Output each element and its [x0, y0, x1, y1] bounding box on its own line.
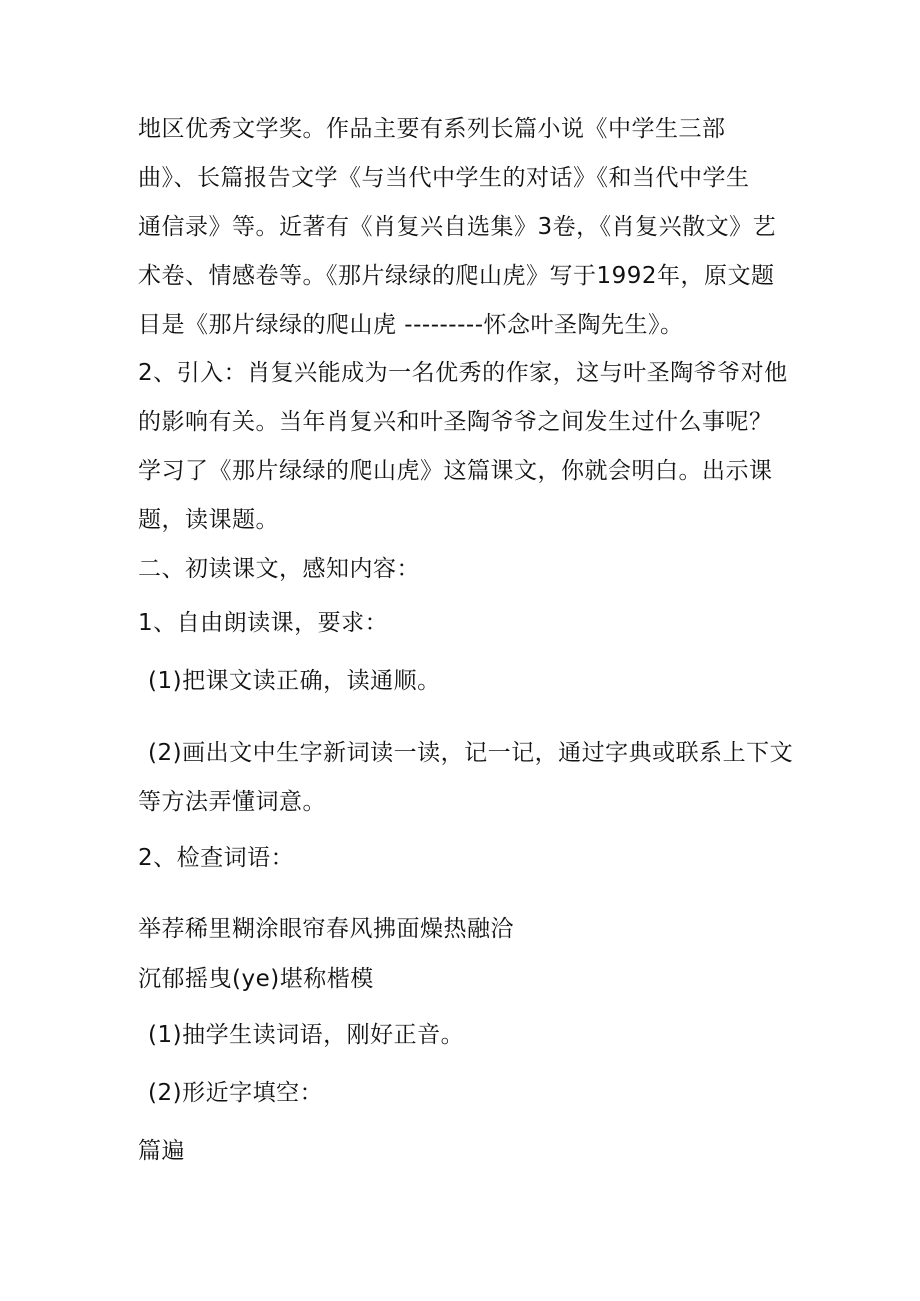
text-line: 学习了《那片绿绿的爬山虎》这篇课文，你就会明白。出示课 — [138, 458, 773, 484]
vocabulary-line: 举荐稀里糊涂眼帘春风拂面燥热融洽 — [138, 916, 514, 942]
text-line: 题，读课题。 — [138, 507, 279, 533]
text-line: (2)形近字填空： — [148, 1080, 324, 1106]
text-line: (1)把课文读正确，读通顺。 — [148, 668, 441, 694]
text-line: 通信录》等。近著有《肖复兴自选集》3卷，《肖复兴散文》艺 — [138, 214, 777, 240]
text-line: 等方法弄懂词意。 — [138, 789, 326, 815]
text-line: 1、自由朗读课，要求： — [138, 610, 389, 636]
text-line: (1)抽学生读词语，刚好正音。 — [148, 1022, 465, 1048]
vocabulary-line: 沉郁摇曳(ye)堪称楷模 — [138, 966, 374, 992]
text-line: 术卷、情感卷等。《那片绿绿的爬山虎》写于1992年，原文题 — [138, 263, 775, 289]
text-line: 2、检查词语： — [138, 845, 295, 871]
text-line: 的影响有关。当年肖复兴和叶圣陶爷爷之间发生过什么事呢？ — [138, 409, 773, 435]
text-line: 2、引入：肖复兴能成为一名优秀的作家，这与叶圣陶爷爷对他 — [138, 360, 788, 386]
section-heading: 二、初读课文，感知内容： — [138, 556, 420, 582]
text-line: 地区优秀文学奖。作品主要有系列长篇小说《中学生三部 — [138, 116, 726, 142]
text-line: (2)画出文中生字新词读一读，记一记，通过字典或联系上下文 — [148, 740, 794, 766]
text-line: 曲》、长篇报告文学《与当代中学生的对话》《和当代中学生 — [138, 165, 750, 191]
text-line: 目是《那片绿绿的爬山虎 ---------怀念叶圣陶先生》。 — [138, 312, 684, 338]
text-line: 篇遍 — [138, 1138, 185, 1164]
